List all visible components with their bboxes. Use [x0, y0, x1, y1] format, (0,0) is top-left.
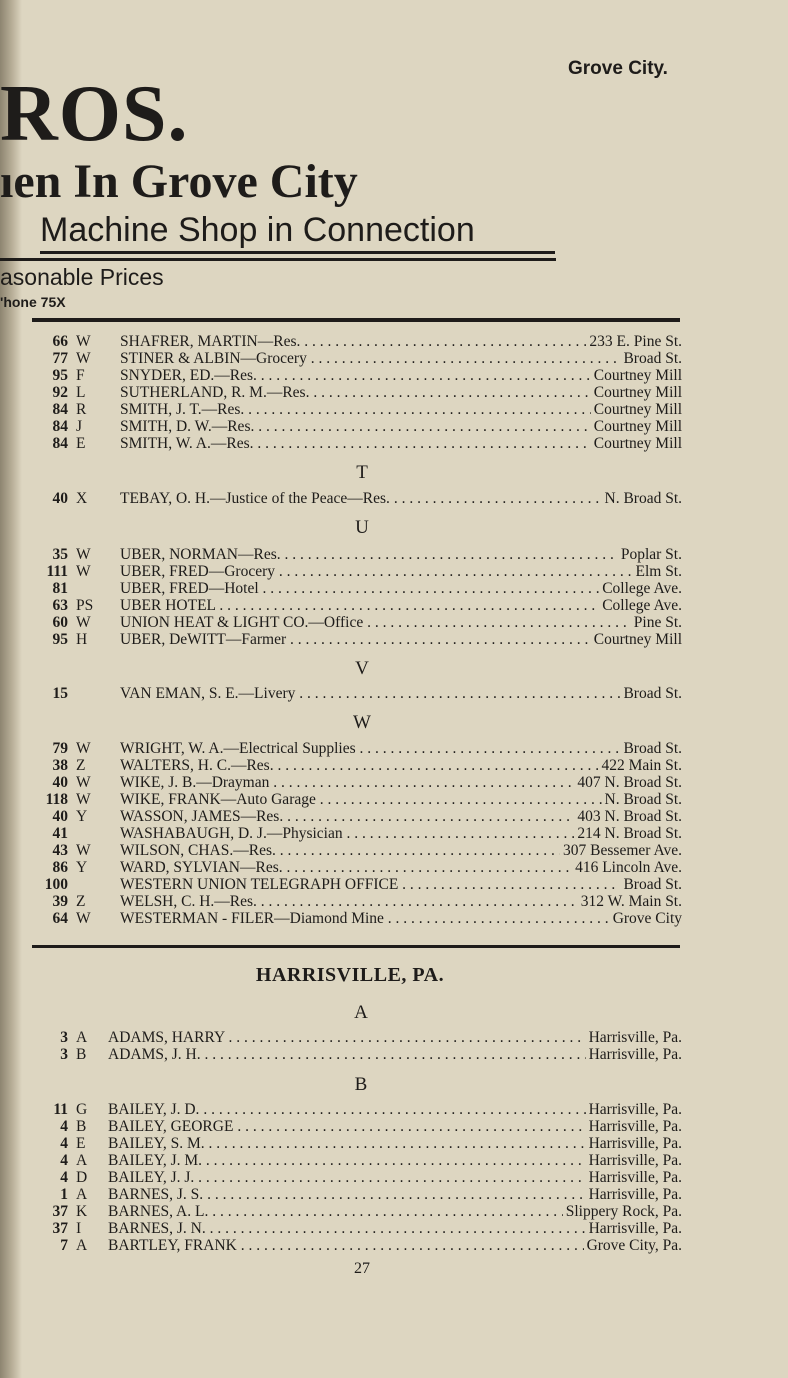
- entry-address: Harrisville, Pa.: [586, 1152, 682, 1169]
- entry-name: BARTLEY, FRANK . . .: [108, 1237, 682, 1254]
- entry-address: 214 N. Broad St.: [574, 825, 682, 842]
- entry-name: ADAMS, HARRY . . .: [108, 1029, 682, 1046]
- directory-entry: [0, 401, 788, 418]
- directory-entry: [0, 808, 788, 825]
- entry-number: 79: [52, 740, 68, 757]
- entry-address: 307 Bessemer Ave.: [560, 842, 682, 859]
- entry-number: 7: [60, 1237, 68, 1254]
- entry-name: SHAFRER, MARTIN—Res. . . .: [120, 333, 682, 350]
- entry-number: 40: [52, 490, 68, 507]
- entry-code: I: [76, 1220, 82, 1237]
- entry-address: N. Broad St.: [602, 490, 683, 507]
- directory-entry: [0, 842, 788, 859]
- entry-code: L: [76, 384, 86, 401]
- directory-entry: [0, 1118, 788, 1135]
- ad-machine-shop: Machine Shop in Connection: [40, 213, 555, 254]
- directory-entry: [0, 685, 788, 702]
- directory-entry: [0, 893, 788, 910]
- entry-address: 416 Lincoln Ave.: [572, 859, 682, 876]
- entry-number: 3: [60, 1046, 68, 1063]
- directory-entry: [0, 614, 788, 631]
- directory-entry: [0, 367, 788, 384]
- entry-code: W: [76, 333, 91, 350]
- entry-code: K: [76, 1203, 88, 1220]
- alphabet-heading: V: [355, 658, 369, 679]
- entry-number: 66: [52, 333, 68, 350]
- entry-name: UNION HEAT & LIGHT CO.—Office . . .: [120, 614, 682, 631]
- entry-number: 1: [60, 1186, 68, 1203]
- directory-entry: [0, 1186, 788, 1203]
- directory-entry: [0, 1152, 788, 1169]
- entry-address: Courtney Mill: [591, 435, 682, 452]
- directory-entry: [0, 1046, 788, 1063]
- entry-number: 3: [60, 1029, 68, 1046]
- entry-number: 4: [60, 1169, 68, 1186]
- entry-code: Y: [76, 808, 88, 825]
- directory-entry: [0, 859, 788, 876]
- entry-address: Harrisville, Pa.: [586, 1118, 682, 1135]
- entry-name: WRIGHT, W. A.—Electrical Supplies . . .: [120, 740, 682, 757]
- entry-address: 312 W. Main St.: [578, 893, 682, 910]
- directory-entry: [0, 563, 788, 580]
- entry-name: UBER, DeWITT—Farmer . . .: [120, 631, 682, 648]
- entry-address: Broad St.: [620, 876, 682, 893]
- entry-number: 100: [44, 876, 68, 893]
- entry-name: SUTHERLAND, R. M.—Res. . . .: [120, 384, 682, 401]
- entry-address: Courtney Mill: [591, 367, 682, 384]
- entry-address: Courtney Mill: [591, 631, 682, 648]
- running-header-city: Grove City.: [568, 58, 668, 79]
- entry-number: 4: [60, 1152, 68, 1169]
- entry-code: J: [76, 418, 83, 435]
- entry-number: 111: [46, 563, 68, 580]
- entry-code: Y: [76, 859, 88, 876]
- entry-number: 95: [52, 631, 68, 648]
- entry-address: 422 Main St.: [598, 757, 682, 774]
- entry-code: Z: [76, 893, 86, 910]
- entry-name: BAILEY, J. J. . . .: [108, 1169, 682, 1186]
- entry-number: 63: [52, 597, 68, 614]
- entry-name: WASSON, JAMES—Res. . . .: [120, 808, 682, 825]
- entry-code: B: [76, 1046, 87, 1063]
- entry-number: 84: [52, 418, 68, 435]
- directory-entry: [0, 740, 788, 757]
- entry-number: 37: [52, 1220, 68, 1237]
- directory-entry: [0, 876, 788, 893]
- ad-phone: 'hone 75X: [0, 294, 66, 310]
- entry-code: W: [76, 614, 91, 631]
- entry-address: College Ave.: [599, 580, 682, 597]
- entry-name: SMITH, W. A.—Res. . . .: [120, 435, 682, 452]
- entry-number: 64: [52, 910, 68, 927]
- entry-address: Courtney Mill: [591, 401, 682, 418]
- entry-name: BARNES, A. L. . . .: [108, 1203, 682, 1220]
- entry-address: 403 N. Broad St.: [574, 808, 682, 825]
- entry-number: 84: [52, 401, 68, 418]
- entry-code: W: [76, 910, 91, 927]
- directory-entry: [0, 490, 788, 507]
- directory-entry: [0, 580, 788, 597]
- section-divider-rule: [32, 945, 680, 948]
- directory-entry: [0, 1220, 788, 1237]
- directory-entry: [0, 546, 788, 563]
- entry-address: Harrisville, Pa.: [586, 1169, 682, 1186]
- entry-address: Harrisville, Pa.: [586, 1101, 682, 1118]
- entry-code: A: [76, 1186, 88, 1203]
- entry-code: F: [76, 367, 85, 384]
- ad-prices: asonable Prices: [0, 264, 164, 290]
- entry-number: 118: [45, 791, 68, 808]
- entry-name: UBER, FRED—Hotel . . .: [120, 580, 682, 597]
- entry-name: WILSON, CHAS.—Res. . . .: [120, 842, 682, 859]
- directory-entry: [0, 825, 788, 842]
- entry-code: A: [76, 1237, 88, 1254]
- entry-code: G: [76, 1101, 88, 1118]
- ad-divider: [0, 258, 556, 261]
- entry-address: Broad St.: [620, 740, 682, 757]
- entry-address: Harrisville, Pa.: [586, 1135, 682, 1152]
- entry-code: W: [76, 563, 91, 580]
- entry-code: Z: [76, 757, 86, 774]
- directory-entry: [0, 1029, 788, 1046]
- entry-name: UBER, NORMAN—Res. . . .: [120, 546, 682, 563]
- entry-number: 81: [52, 580, 68, 597]
- entry-name: STINER & ALBIN—Grocery . . .: [120, 350, 682, 367]
- entry-number: 95: [52, 367, 68, 384]
- entry-name: WALTERS, H. C.—Res. . . .: [120, 757, 682, 774]
- entry-number: 4: [60, 1135, 68, 1152]
- directory-entry: [0, 774, 788, 791]
- entry-code: E: [76, 1135, 86, 1152]
- entry-code: D: [76, 1169, 88, 1186]
- entry-name: SMITH, D. W.—Res. . . .: [120, 418, 682, 435]
- entry-address: Courtney Mill: [591, 384, 682, 401]
- entry-address: Grove City, Pa.: [584, 1237, 682, 1254]
- entry-name: BAILEY, J. D. . . .: [108, 1101, 682, 1118]
- entry-name: BAILEY, J. M. . . .: [108, 1152, 682, 1169]
- entry-address: Grove City: [610, 910, 682, 927]
- entry-code: A: [76, 1152, 88, 1169]
- directory-entry: [0, 435, 788, 452]
- entry-code: X: [76, 490, 88, 507]
- entry-address: Elm St.: [632, 563, 682, 580]
- entry-number: 39: [52, 893, 68, 910]
- entry-address: Broad St.: [620, 350, 682, 367]
- alphabet-heading: T: [356, 462, 368, 483]
- entry-code: W: [76, 350, 91, 367]
- entry-number: 43: [52, 842, 68, 859]
- entry-number: 60: [52, 614, 68, 631]
- entry-name: TEBAY, O. H.—Justice of the Peace—Res. . . .: [120, 490, 682, 507]
- entry-number: 92: [52, 384, 68, 401]
- directory-entry: [0, 384, 788, 401]
- entry-address: Harrisville, Pa.: [586, 1186, 682, 1203]
- entry-name: UBER, FRED—Grocery . . .: [120, 563, 682, 580]
- directory-entry: [0, 757, 788, 774]
- entry-code: W: [76, 774, 91, 791]
- entry-number: 35: [52, 546, 68, 563]
- directory-entry: [0, 1237, 788, 1254]
- entry-address: Pine St.: [631, 614, 682, 631]
- entry-code: A: [76, 1029, 88, 1046]
- entry-address: Slippery Rock, Pa.: [563, 1203, 682, 1220]
- entry-name: WASHABAUGH, D. J.—Physician . . .: [120, 825, 682, 842]
- entry-address: Poplar St.: [618, 546, 682, 563]
- directory-entry: [0, 1203, 788, 1220]
- entry-address: Harrisville, Pa.: [586, 1029, 682, 1046]
- entry-address: 233 E. Pine St.: [586, 333, 682, 350]
- entry-name: SMITH, J. T.—Res. . . .: [120, 401, 682, 418]
- ad-bottom-rule: [32, 318, 680, 322]
- entry-address: Courtney Mill: [591, 418, 682, 435]
- entry-code: H: [76, 631, 88, 648]
- entry-name: VAN EMAN, S. E.—Livery . . .: [120, 685, 682, 702]
- entry-name: SNYDER, ED.—Res. . . .: [120, 367, 682, 384]
- entry-name: BARNES, J. S. . . .: [108, 1186, 682, 1203]
- directory-entry: [0, 631, 788, 648]
- entry-code: W: [76, 740, 91, 757]
- entry-number: 40: [52, 774, 68, 791]
- entry-name: WIKE, J. B.—Drayman . . .: [120, 774, 682, 791]
- page-number: 27: [354, 1260, 370, 1277]
- entry-number: 4: [60, 1118, 68, 1135]
- entry-address: Harrisville, Pa.: [586, 1220, 682, 1237]
- directory-entry: [0, 350, 788, 367]
- alphabet-heading: A: [354, 1002, 368, 1023]
- entry-number: 86: [52, 859, 68, 876]
- entry-number: 40: [52, 808, 68, 825]
- entry-number: 41: [52, 825, 68, 842]
- entry-address: N. Broad St.: [602, 791, 683, 808]
- entry-name: WELSH, C. H.—Res. . . .: [120, 893, 682, 910]
- directory-entry: [0, 1101, 788, 1118]
- alphabet-heading: B: [354, 1074, 368, 1095]
- directory-entry: [0, 1135, 788, 1152]
- entry-name: WESTERMAN - FILER—Diamond Mine . . .: [120, 910, 682, 927]
- directory-entry: [0, 418, 788, 435]
- directory-entry: [0, 597, 788, 614]
- entry-address: 407 N. Broad St.: [574, 774, 682, 791]
- entry-name: UBER HOTEL . . .: [120, 597, 682, 614]
- entry-code: B: [76, 1118, 87, 1135]
- directory-entry: [0, 333, 788, 350]
- entry-name: BAILEY, S. M. . . .: [108, 1135, 682, 1152]
- entry-number: 38: [52, 757, 68, 774]
- section-title-harrisville: HARRISVILLE, PA.: [255, 964, 445, 986]
- entry-number: 37: [52, 1203, 68, 1220]
- entry-code: W: [76, 842, 91, 859]
- entry-code: E: [76, 435, 86, 452]
- entry-number: 11: [53, 1101, 68, 1118]
- entry-number: 84: [52, 435, 68, 452]
- entry-code: R: [76, 401, 87, 418]
- ad-subtitle: ıen In Grove City: [0, 155, 358, 208]
- entry-name: BAILEY, GEORGE . . .: [108, 1118, 682, 1135]
- directory-entry: [0, 910, 788, 927]
- ad-title: ROS.: [0, 70, 189, 158]
- entry-name: ADAMS, J. H. . . .: [108, 1046, 682, 1063]
- directory-entry: [0, 1169, 788, 1186]
- entry-name: WESTERN UNION TELEGRAPH OFFICE . . .: [120, 876, 682, 893]
- entry-address: Broad St.: [620, 685, 682, 702]
- entry-code: W: [76, 791, 91, 808]
- entry-address: College Ave.: [599, 597, 682, 614]
- entry-name: WIKE, FRANK—Auto Garage . . .: [120, 791, 682, 808]
- entry-number: 77: [52, 350, 68, 367]
- entry-address: Harrisville, Pa.: [586, 1046, 682, 1063]
- alphabet-heading: U: [355, 517, 369, 538]
- entry-name: BARNES, J. N. . . .: [108, 1220, 682, 1237]
- entry-name: WARD, SYLVIAN—Res. . . .: [120, 859, 682, 876]
- directory-entry: [0, 791, 788, 808]
- entry-code: W: [76, 546, 91, 563]
- entry-code: PS: [76, 597, 94, 614]
- alphabet-heading: W: [353, 712, 371, 733]
- entry-number: 15: [52, 685, 68, 702]
